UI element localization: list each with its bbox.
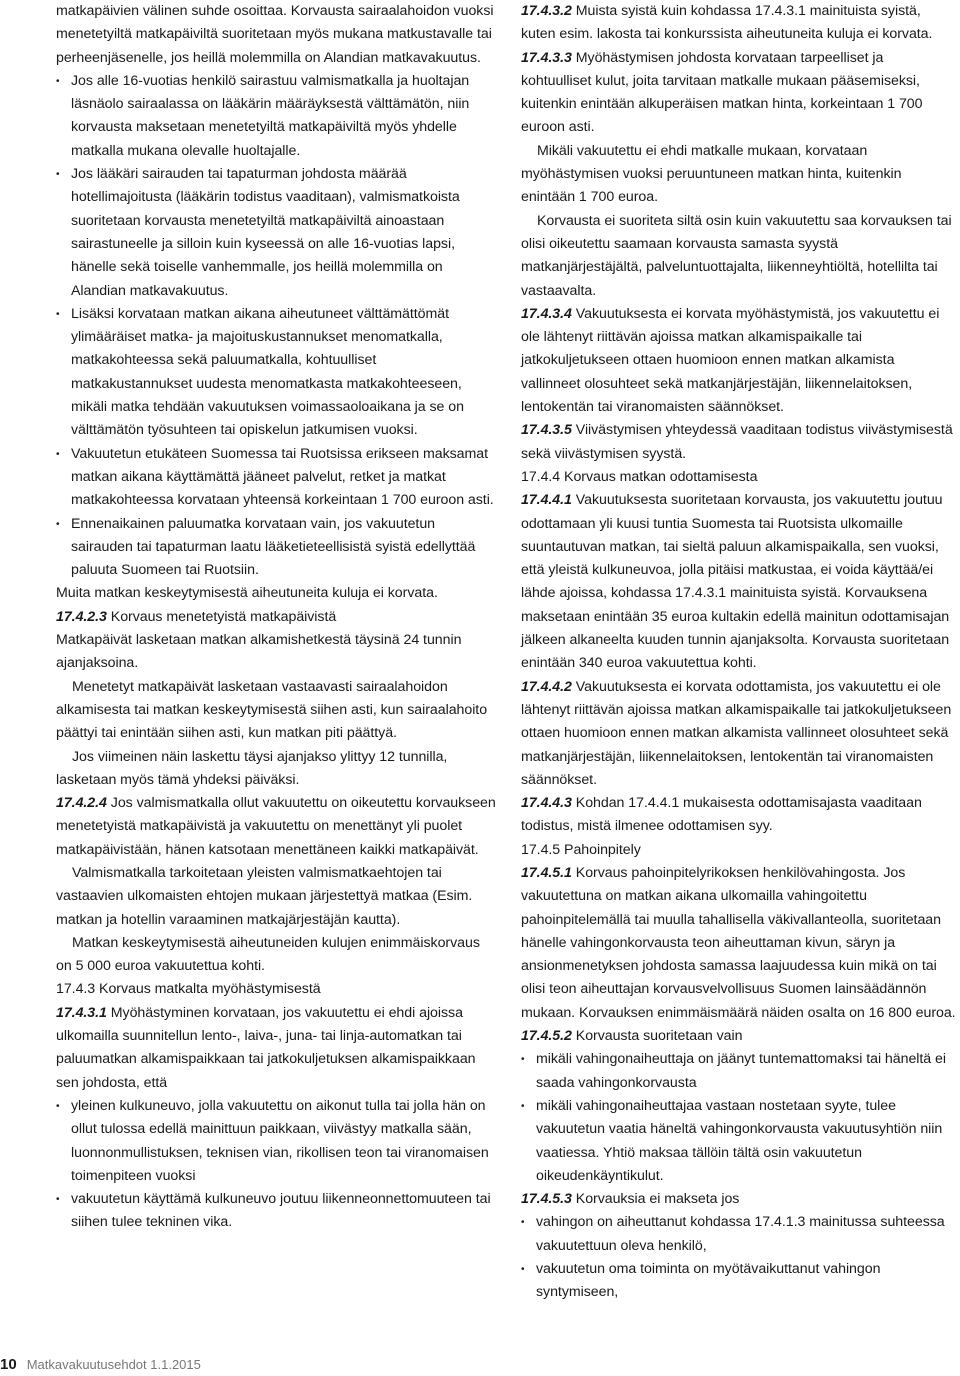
paragraph: Matkan keskeytymisestä aiheutuneiden kulujen enimmäiskorvaus on 5 000 euroa vakuutettua kohti.: [56, 934, 480, 975]
bullet-list: [521, 1211, 957, 1304]
section-paragraph: [521, 0, 957, 47]
section-number: 17.4.3.5: [521, 422, 572, 439]
section-paragraph: [521, 1025, 957, 1048]
paragraph: Jos viimeinen näin laskettu täysi ajanjakso ylittyy 12 tunnilla, lasketaan myös tämä yhdeksi päiväksi.: [56, 748, 448, 788]
section-number: 17.4.5.3: [521, 1191, 572, 1208]
list-item: • vakuutetun käyttämä kulkuneuvo joutuu liikenneonnettomuuteen tai siihen tulee tekninen vika.: [56, 1188, 498, 1235]
list-item: • vahingon on aiheuttanut kohdassa 17.4.1.3 mainitussa suhteessa vakuutettuun oleva henkilö,: [521, 1211, 957, 1258]
bullet-list: [521, 1048, 957, 1188]
section-number: 17.4.4.1: [521, 492, 572, 509]
section-number: 17.4.3.2: [521, 3, 572, 19]
list-item: • mikäli vahingonaiheuttaja on jäänyt tuntemattomaksi tai häneltä ei saada vahingonkorvausta: [521, 1048, 957, 1095]
paragraph: Matkapäivät lasketaan matkan alkamishetkestä täysinä 24 tunnin ajanjaksoina.: [56, 632, 462, 672]
list-item: • Ennenaikainen paluumatka korvataan vain, jos vakuutetun sairauden tai tapaturman laatu lääketieteellisistä syistä edellyttää paluuta Suomeen tai Ruotsiin.: [56, 513, 498, 583]
section-paragraph: [521, 1188, 957, 1211]
section-number: 17.4.5.1: [521, 864, 572, 881]
section-number: 17.4.3.3: [521, 49, 572, 66]
paragraph: Menetetyt matkapäivät lasketaan vastaavasti sairaalahoidon alkamisesta tai matkan keskeytymisestä siihen asti, kun sairaalahoito päättyi tai enintään siihen asti, kun matkan piti päättyä.: [56, 678, 488, 742]
list-item: • Jos alle 16-vuotias henkilö sairastuu valmismatkalla ja huoltajan läsnäolo sairaalassa on lääkärin määräyksestä välttämätön, niin korvausta maksetaan menetetyiltä matkapäiviltä myös yhdelle matkalla mukana olevalle huoltajalle.: [56, 70, 498, 163]
page-number: 10: [0, 1356, 17, 1373]
section-text: Vakuutuksesta ei korvata myöhästymistä, jos vakuutettu ei ole lähtenyt riittävän ajoissa matkan alkamispaikalle tai jatkokuljetukseen ottaen huomioon ennen matkan alkamista vallinneet olosuhteet sekä matkanjärjestäjän, liikennelaitoksen, lentokentän tai viranomaisten säännökset.: [521, 305, 940, 416]
section-paragraph: [521, 862, 957, 1025]
section-text: Korvauksia ei makseta jos: [571, 1191, 740, 1208]
section-text: Myöhästyminen korvataan, jos vakuutettu ei ehdi ajoissa ulkomailla suunnitellun lento-, laiva-, juna- tai linja-automatkan tai paluumatkan alkamispaikkaan tai jatkokuljetuksen alkamispaikkaan sen johdosta, että: [56, 1004, 476, 1091]
section-paragraph: [521, 676, 957, 792]
document-title: Matkavakuutusehdot 1.1.2015: [26, 1357, 201, 1372]
section-paragraph: [56, 1002, 498, 1095]
paragraph: Muita matkan keskeytymisestä aiheutuneita kuluja ei korvata.: [56, 585, 438, 602]
section-number: 17.4.2.3: [56, 608, 107, 625]
section-number: 17.4.2.4: [56, 795, 107, 812]
section-text: Jos valmismatkalla ollut vakuutettu on oikeutettu korvaukseen menetetyistä matkapäivistä ja vakuutettu on menettänyt yli puolet matkapäivistään, hänen katsotaan menettäneen kaikki matkapäivät.: [56, 795, 496, 858]
section-text: Viivästymisen yhteydessä vaaditaan todistus viivästymisestä sekä viivästymisen syystä.: [521, 422, 953, 462]
section-number: 17.4.3.4: [521, 305, 572, 322]
section-title: Korvaus menetetyistä matkapäivistä: [106, 608, 337, 625]
section-paragraph: [521, 792, 957, 839]
section-number: 17.4.5.2: [521, 1028, 572, 1045]
section-text: Vakuutuksesta suoritetaan korvausta, jos vakuutettu joutuu odottamaan yli kuusi tuntia Suomesta tai Ruotsista ulkomaille suuntautuvan matkan, tai sieltä paluun alkamispaikalla, sen vuoksi, että yleistä kulkuneuvoa, jolla pitäisi matkustaa, ei voida käyttää/ei lähde ajoissa, kohdassa 17.4.3.1 mainituista syistä. Korvauksena maksetaan enintään 35 euroa kultakin edellä mainitun odottamisajan jälkeen alkaneelta kuuden tunnin ajanjaksolta. Korvausta suoritetaan enintään 340 euroa vakuutettua kohti.: [521, 492, 950, 672]
page-footer: [0, 1356, 201, 1374]
list-item: • mikäli vahingonaiheuttajaa vastaan nostetaan syyte, tulee vakuutetun vaatia häneltä vahingonkorvausta vakuutusyhtiön niin vaatiessa. Yhtiö maksaa tällöin tältä osin vakuutetun oikeudenkäyntikulut.: [521, 1095, 957, 1188]
left-column: [56, 0, 498, 1235]
list-item: • Vakuutetun etukäteen Suomessa tai Ruotsissa erikseen maksamat matkan aikana käyttämättä jääneet palvelut, retket ja matkat matkakohteessa korvataan yhteensä korkeintaan 1 700 euroon asti.: [56, 443, 498, 513]
section-text: Korvausta suoritetaan vain: [571, 1028, 743, 1045]
section-number: 17.4.3.1: [56, 1004, 107, 1021]
section-heading: [56, 606, 498, 629]
section-text: Korvaus pahoinpitelyrikoksen henkilövahingosta. Jos vakuutettuna on matkan aikana ulkomailla vahingoitettu pahoinpitelemällä tai muulla tahallisella väkivallanteolla, suoritetaan hänelle vahingonkorvausta teon aiheuttaman kivun, säryn ja ansionmenetyksen johdosta samassa laajuudessa kuin mikä on tai olisi teon aiheuttajan korvausvelvollisuus Suomen lainsäädännön mukaan. Korvauksen enimmäismäärä näiden osalta on 16 800 euroa.: [521, 864, 956, 1021]
paragraph: Mikäli vakuutettu ei ehdi matkalle mukaan, korvataan myöhästymisen vuoksi peruuntuneen matkan hinta, kuitenkin enintään 1 700 euroa.: [521, 142, 902, 206]
right-column: [521, 0, 957, 1305]
section-number: 17.4.4.3: [521, 795, 572, 812]
list-item: • yleinen kulkuneuvo, jolla vakuutettu on aikonut tulla tai jolla hän on ollut tulossa edellä mainittuun paikkaan, viivästyy matkalla sään, luonnonmullistuksen, teknisen vian, rikollisen teon tai viranomaisen toimenpiteen vuoksi: [56, 1095, 498, 1188]
section-paragraph: [521, 489, 957, 675]
list-item: • Lisäksi korvataan matkan aikana aiheutuneet välttämättömät ylimääräiset matka- ja majoituskustannukset menomatkalla, matkakohteessa sekä paluumatkalla, kohtuulliset matkakustannukset uudesta menomatkasta matkakohteeseen, mikäli matka tehdään vakuutuksen voimassaoloaikana ja se on välttämätön työsuhteen tai opiskelun jatkumisen vuoksi.: [56, 303, 498, 443]
section-paragraph: [521, 419, 957, 466]
section-text: Muista syistä kuin kohdassa 17.4.3.1 mainituista syistä, kuten esim. lakosta tai konkurssista aiheutuneita kuluja ei korvata.: [521, 3, 933, 43]
section-text: Kohdan 17.4.4.1 mukaisesta odottamisajasta vaaditaan todistus, mistä ilmenee odottamisen syy.: [521, 795, 922, 835]
section-paragraph: [521, 303, 957, 419]
bullet-list: [56, 70, 498, 583]
section-heading: 17.4.4 Korvaus matkan odottamisesta: [521, 468, 758, 485]
paragraph: Valmismatkalla tarkoitetaan yleisten valmismatkaehtojen tai vastaavien ulkomaisten ehtojen mukaan järjestettyä matkaa (Esim. matkan ja hotellin varaaminen matkajärjestäjän kautta).: [56, 864, 473, 928]
paragraph: Korvausta ei suoriteta siltä osin kuin vakuutettu saa korvauksen tai olisi oikeutettu saamaan korvausta samasta syystä matkanjärjestäjältä, palveluntuottajalta, liikenneyhtiöltä, hotellilta tai vastaavalta.: [521, 212, 952, 299]
section-text: Myöhästymisen johdosta korvataan tarpeelliset ja kohtuulliset kulut, joita tarvitaan matkalle mukaan pääsemiseksi, kuitenkin enintään alkuperäisen matkan hinta, korkeintaan 1 700 euroon asti.: [521, 49, 923, 136]
section-paragraph: [56, 792, 498, 862]
list-item: • vakuutetun oma toiminta on myötävaikuttanut vahingon syntymiseen,: [521, 1258, 957, 1305]
section-text: Vakuutuksesta ei korvata odottamista, jos vakuutettu ei ole lähtenyt riittävän ajoissa matkan alkamispaikalle tai jatkokuljetukseen ottaen huomioon ennen matkan alkamista vallinneet olosuhteet sekä matkanjärjestäjän, liikennelaitoksen, lentokentän tai viranomaisten säännökset.: [521, 678, 952, 788]
section-number: 17.4.4.2: [521, 678, 572, 695]
section-paragraph: [521, 47, 957, 140]
section-heading: 17.4.5 Pahoinpitely: [521, 841, 641, 858]
bullet-list: [56, 1095, 498, 1235]
paragraph: matkapäivien välinen suhde osoittaa. Korvausta sairaalahoidon vuoksi menetetyiltä matkapäiviltä suoritetaan myös mukana matkustavalle tai perheenjäsenelle, jos heillä molemmilla on Alandian matkavakuutus.: [56, 3, 494, 66]
list-item: • Jos lääkäri sairauden tai tapaturman johdosta määrää hotellimajoitusta (lääkärin todistus vaaditaan), valmismatkoista suoritetaan korvausta menetetyiltä matkapäiviltä ainoastaan sairastuneelle ja silloin kuin kyseessä on alle 16-vuotias lapsi, hänelle sekä toiselle vanhemmalle, jos heillä molemmilla on Alandian matkavakuutus.: [56, 163, 498, 303]
section-heading: 17.4.3 Korvaus matkalta myöhästymisestä: [56, 981, 321, 998]
